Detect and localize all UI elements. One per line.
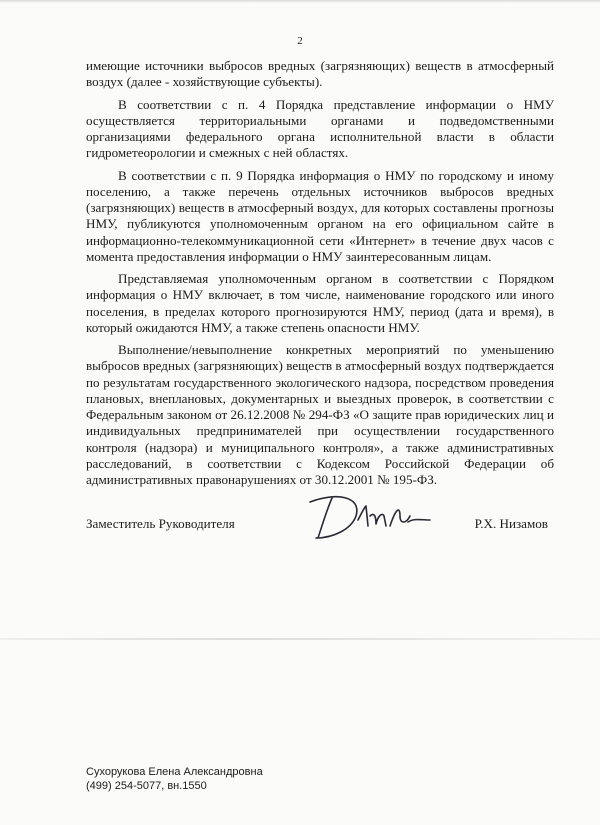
page-number: 2 bbox=[297, 35, 303, 47]
paragraph-5: Выполнение/невыполнение конкретных мероприятий по уменьшению выбросов вредных (загрязняющих) веществ в атмосферный воздух подтверждается по результатам государственного экологического надзора, посредством проведения плановых, внеплановых, документарных и выездных проверок, в соответствии с Федеральным законом от 26.12.2008 № 294-ФЗ «О защите прав юридических лиц и индивидуальных предпринимателей при осуществлении государственного контроля (надзора) и муниципального контроля», а также административных расследований, в соответствии с Кодексом Российской Федерации об административных правонарушениях от 30.12.2001 № 195-ФЗ. bbox=[86, 342, 554, 487]
paper-fold bbox=[0, 638, 600, 640]
executor-name: Сухорукова Елена Александровна bbox=[86, 766, 263, 778]
letter-body bbox=[86, 58, 554, 494]
paragraph-4: Представляемая уполномоченным органом в соответствии с Порядком информация о НМУ включает, в том числе, наименование городского или иного поселения, в пределах которого прогнозируются НМУ, период (дата и время), в который ожидаются НМУ, а также степень опасности НМУ. bbox=[86, 271, 554, 335]
scan-edge bbox=[0, 0, 600, 3]
signature-row bbox=[86, 516, 556, 536]
executor-phone: (499) 254-5077, вн.1550 bbox=[86, 780, 207, 792]
paragraph-2: В соответствии с п. 4 Порядка представление информации о НМУ осуществляется территориальными органами и подведомственными организациями федерального органа исполнительной власти в области гидрометеорологии и смежных с ней областях. bbox=[86, 96, 554, 161]
paragraph-3: В соответствии с п. 9 Порядка информация о НМУ по городскому и иному поселению, а также перечень отдельных источников выбросов вредных (загрязняющих) веществ в атмосферный воздух, для которых составлены прогнозы НМУ, публикуются уполномоченным органом на его официальном сайте в информационно-телекоммуникационной сети «Интернет» в течение двух часов с момента предоставления информации о НМУ заинтересованным лицам. bbox=[86, 167, 554, 264]
executor-info bbox=[86, 765, 263, 793]
paragraph-1: имеющие источники выбросов вредных (загрязняющих) веществ в атмосферный воздух (далее - хозяйствующие субъекты). bbox=[86, 58, 554, 90]
signer-position: Заместитель Руководителя bbox=[86, 516, 235, 531]
signer-name: Р.Х. Низамов bbox=[474, 516, 548, 531]
